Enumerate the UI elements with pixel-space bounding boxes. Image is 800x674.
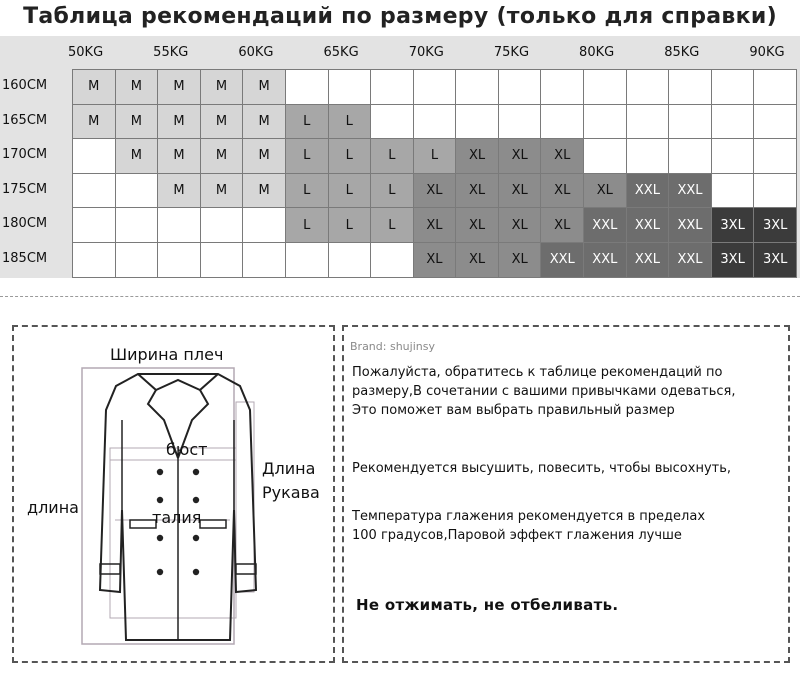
- size-cell: M: [242, 138, 286, 174]
- size-cell: XL: [498, 173, 542, 209]
- size-cell: 3XL: [711, 242, 755, 278]
- size-cell: L: [370, 138, 414, 174]
- size-cell: [583, 138, 627, 174]
- size-cell: [626, 104, 670, 140]
- size-cell: [583, 104, 627, 140]
- size-cell: M: [200, 69, 244, 105]
- size-cell: L: [413, 138, 457, 174]
- size-cell: [668, 138, 712, 174]
- size-chart: [0, 36, 800, 278]
- size-cell: M: [200, 173, 244, 209]
- weight-label: 50KG: [68, 45, 104, 60]
- size-cell: [157, 242, 201, 278]
- size-cell: L: [328, 138, 372, 174]
- size-cell: M: [72, 104, 116, 140]
- size-cell: 3XL: [753, 207, 797, 243]
- size-cell: L: [370, 173, 414, 209]
- care-text: 100 градусов,Паровой эффект глажения лучше: [352, 528, 682, 543]
- size-cell: [753, 138, 797, 174]
- size-cell: [753, 173, 797, 209]
- size-cell: XL: [540, 138, 584, 174]
- length-label: длина: [27, 498, 79, 517]
- size-cell: [455, 104, 499, 140]
- size-cell: [668, 69, 712, 105]
- size-cell: [753, 104, 797, 140]
- size-cell: [72, 207, 116, 243]
- weight-label: 90KG: [749, 45, 785, 60]
- care-text: Пожалуйста, обратитесь к таблице рекомендаций по: [352, 365, 723, 380]
- size-cell: [668, 104, 712, 140]
- size-cell: [711, 69, 755, 105]
- size-cell: XL: [413, 207, 457, 243]
- size-cell: XXL: [626, 207, 670, 243]
- waist-label: талия: [152, 508, 202, 527]
- size-cell: L: [285, 207, 329, 243]
- size-cell: [72, 138, 116, 174]
- size-cell: [72, 242, 116, 278]
- size-cell: M: [242, 69, 286, 105]
- size-cell: XL: [498, 242, 542, 278]
- size-cell: L: [285, 104, 329, 140]
- size-cell: [711, 138, 755, 174]
- collar: [156, 380, 200, 390]
- size-cell: [626, 69, 670, 105]
- size-cell: [72, 173, 116, 209]
- size-cell: M: [157, 104, 201, 140]
- care-warning: Не отжимать, не отбеливать.: [356, 596, 619, 614]
- weight-label: 60KG: [238, 45, 274, 60]
- care-text: Рекомендуется высушить, повесить, чтобы высохнуть,: [352, 461, 732, 476]
- size-cell: L: [328, 207, 372, 243]
- weight-label: 80KG: [579, 45, 615, 60]
- height-label: 180CM: [2, 216, 48, 232]
- size-cell: [370, 242, 414, 278]
- coat-diagram: [60, 360, 300, 650]
- size-cell: XL: [540, 173, 584, 209]
- size-cell: [498, 104, 542, 140]
- right-pocket: [200, 520, 226, 528]
- size-cell: L: [328, 173, 372, 209]
- size-cell: XL: [455, 242, 499, 278]
- size-cell: M: [115, 69, 159, 105]
- size-cell: M: [157, 138, 201, 174]
- weight-label: 70KG: [408, 45, 444, 60]
- size-cell: XL: [498, 138, 542, 174]
- size-cell: [242, 242, 286, 278]
- size-cell: XL: [498, 207, 542, 243]
- size-cell: XL: [455, 138, 499, 174]
- sleeve-label-line2: Рукава: [262, 483, 320, 502]
- size-cell: [370, 104, 414, 140]
- size-cell: M: [72, 69, 116, 105]
- size-cell: M: [157, 173, 201, 209]
- size-cell: [711, 104, 755, 140]
- care-text: Температура глажения рекомендуется в пределах: [352, 509, 706, 524]
- height-label: 170CM: [2, 147, 48, 163]
- size-cell: XXL: [668, 207, 712, 243]
- size-cell: M: [242, 104, 286, 140]
- size-cell: [157, 207, 201, 243]
- sleeve-label-line1: Длина: [262, 459, 316, 478]
- size-cell: [328, 69, 372, 105]
- size-cell: L: [328, 104, 372, 140]
- size-cell: XXL: [668, 242, 712, 278]
- care-paragraph-3: [352, 507, 705, 545]
- size-cell: [711, 173, 755, 209]
- right-cuff: [236, 564, 256, 574]
- size-cell: [540, 69, 584, 105]
- section-divider: [0, 296, 800, 297]
- size-cell: [413, 104, 457, 140]
- weight-label: 85KG: [664, 45, 700, 60]
- size-cell: M: [200, 138, 244, 174]
- page-title: Таблица рекомендаций по размеру (только для справки): [23, 4, 777, 29]
- size-cell: XL: [413, 173, 457, 209]
- size-cell: XXL: [626, 173, 670, 209]
- size-cell: M: [242, 173, 286, 209]
- size-cell: L: [285, 138, 329, 174]
- size-cell: XXL: [626, 242, 670, 278]
- care-paragraph-1: [352, 363, 735, 420]
- size-cell: XL: [540, 207, 584, 243]
- size-cell: XXL: [668, 173, 712, 209]
- size-cell: L: [370, 207, 414, 243]
- size-cell: XL: [455, 173, 499, 209]
- care-paragraph-2: [352, 459, 731, 478]
- size-cell: 3XL: [753, 242, 797, 278]
- size-cell: [285, 242, 329, 278]
- size-cell: [498, 69, 542, 105]
- size-cell: XL: [455, 207, 499, 243]
- brand-label: Brand: shujinsy: [350, 340, 435, 353]
- size-cell: [115, 207, 159, 243]
- size-cell: [370, 69, 414, 105]
- size-cell: XXL: [583, 207, 627, 243]
- height-label: 185CM: [2, 251, 48, 266]
- height-label: 165CM: [2, 112, 48, 128]
- size-cell: [626, 138, 670, 174]
- body-guide: [110, 448, 236, 618]
- size-cell: [540, 104, 584, 140]
- size-cell: [328, 242, 372, 278]
- size-cell: XXL: [583, 242, 627, 278]
- size-cell: [200, 242, 244, 278]
- size-cell: [583, 69, 627, 105]
- size-cell: M: [157, 69, 201, 105]
- weight-label: 55KG: [153, 45, 189, 60]
- size-cell: [200, 207, 244, 243]
- weight-label: 75KG: [493, 45, 530, 60]
- size-cell: 3XL: [711, 207, 755, 243]
- size-cell: M: [200, 104, 244, 140]
- length-guide: [82, 368, 234, 644]
- size-cell: [753, 69, 797, 105]
- height-label: 160CM: [2, 78, 48, 93]
- size-cell: [413, 69, 457, 105]
- size-cell: M: [115, 104, 159, 140]
- care-text: Это поможет вам выбрать правильный размер: [352, 403, 675, 418]
- size-cell: XL: [583, 173, 627, 209]
- size-cell: [115, 242, 159, 278]
- size-cell: M: [115, 138, 159, 174]
- size-cell: [455, 69, 499, 105]
- size-cell: XL: [413, 242, 457, 278]
- weight-label: 65KG: [323, 45, 359, 60]
- size-cell: [285, 69, 329, 105]
- size-cell: L: [285, 173, 329, 209]
- size-cell: XXL: [540, 242, 584, 278]
- care-text: размеру,В сочетании с вашими привычками одеваться,: [352, 384, 736, 399]
- size-cell: [242, 207, 286, 243]
- height-label: 175CM: [2, 181, 48, 197]
- size-cell: [115, 173, 159, 209]
- shoulder-label: Ширина плеч: [110, 345, 224, 364]
- bust-label: бюст: [166, 440, 208, 459]
